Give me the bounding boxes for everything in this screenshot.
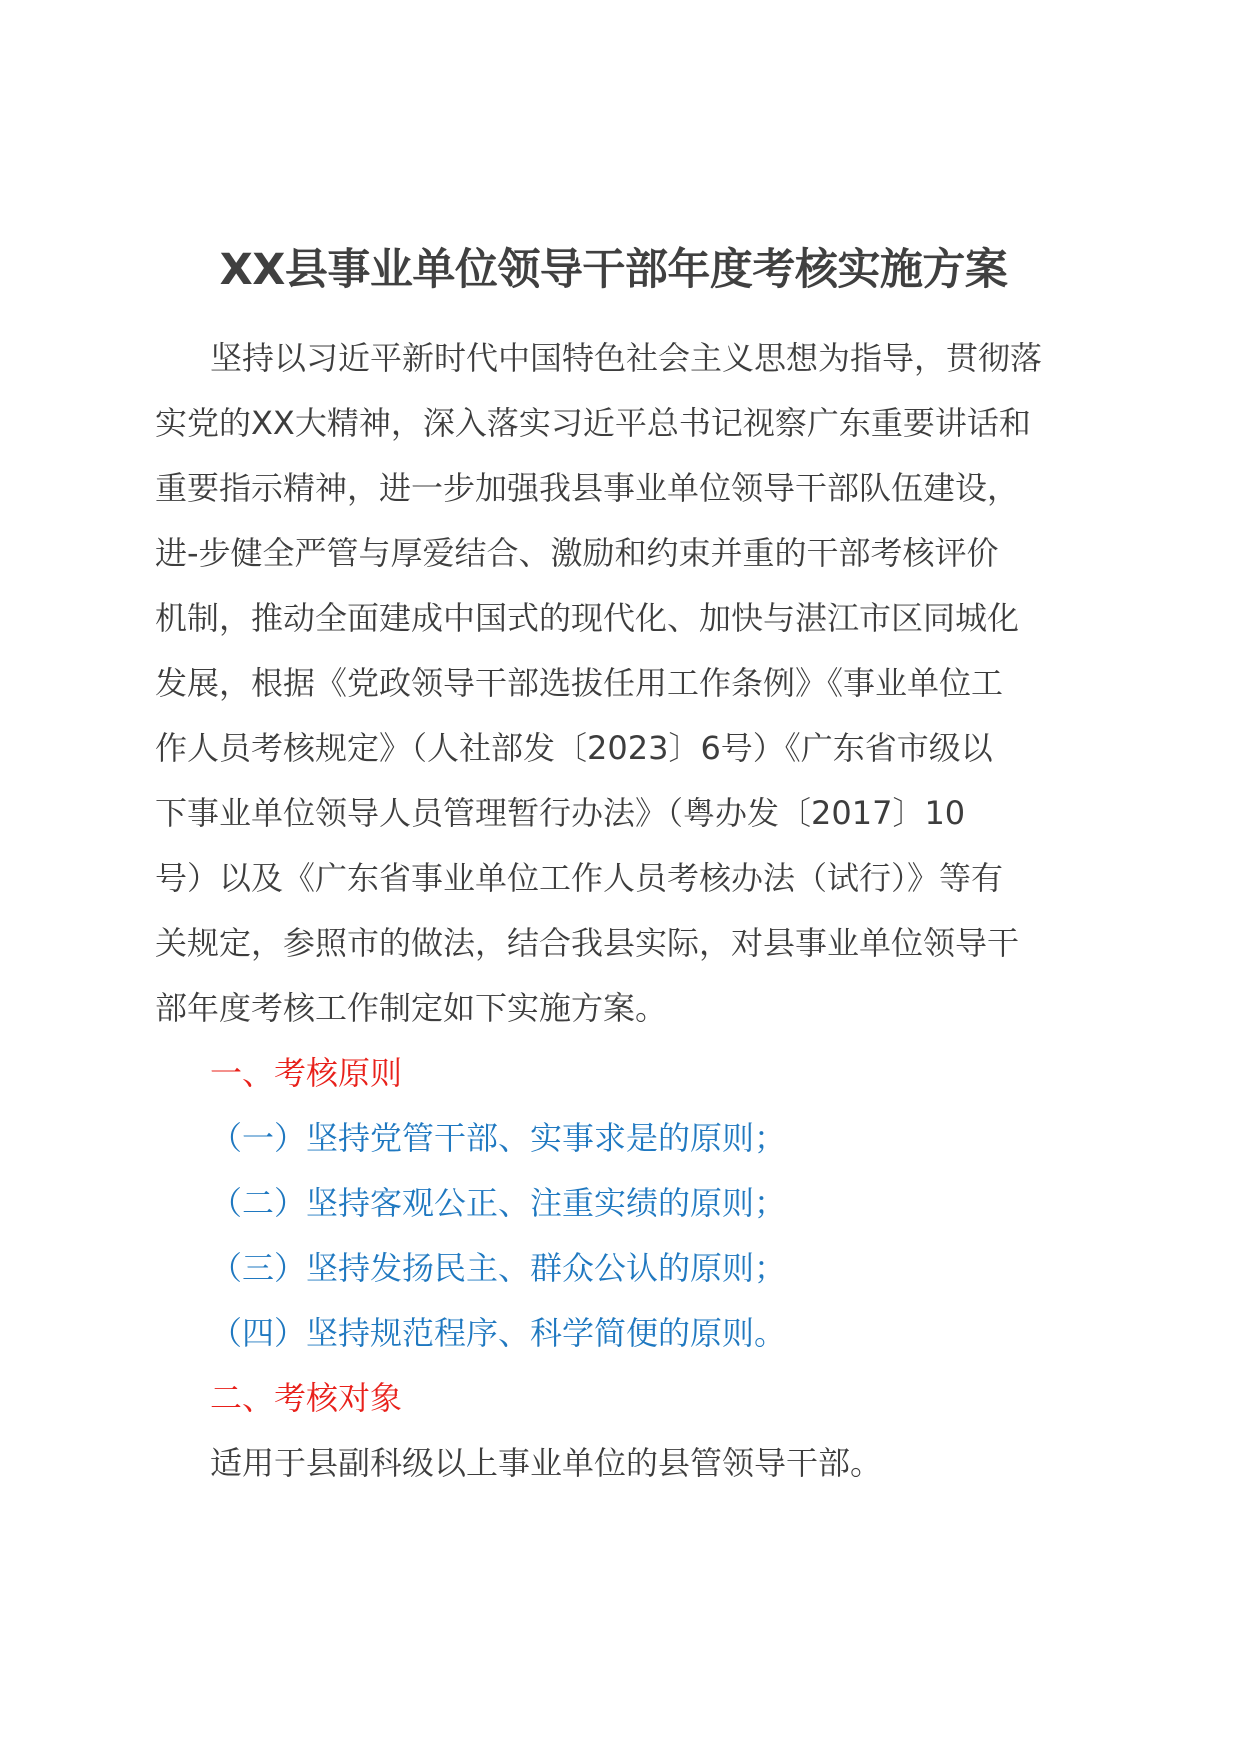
intro-line: 下事业单位领导人员管理暂行办法》（粤办发〔2017〕10: [155, 794, 966, 832]
intro-line: 实党的XX大精神，深入落实习近平总书记视察广东重要讲话和: [155, 404, 1031, 442]
intro-line: 坚持以习近平新时代中国特色社会主义思想为指导，贯彻落: [210, 339, 1043, 377]
intro-line: 号）以及《广东省事业单位工作人员考核办法（试行）》等有: [155, 859, 1004, 897]
principle-item: （四）坚持规范程序、科学简便的原则。: [210, 1314, 787, 1352]
principle-item: （二）坚持客观公正、注重实绩的原则；: [210, 1184, 787, 1222]
intro-line: 重要指示精神，进一步加强我县事业单位领导干部队伍建设，: [155, 469, 1020, 507]
principle-item: （三）坚持发扬民主、群众公认的原则；: [210, 1249, 787, 1287]
intro-paragraph: [155, 326, 1090, 1041]
section-heading-targets: 二、考核对象: [210, 1379, 403, 1417]
section-targets-text: 适用于县副科级以上事业单位的县管领导干部。: [210, 1444, 883, 1482]
document-page: [155, 240, 1090, 1496]
intro-line: 进-步健全严管与厚爱结合、激励和约束并重的干部考核评价: [155, 534, 999, 572]
intro-line: 机制，推动全面建成中国式的现代化、加快与湛江市区同城化: [155, 599, 1020, 637]
intro-line: 作人员考核规定》（人社部发〔2023〕6号）《广东省市级以: [155, 729, 993, 767]
document-title: XX县事业单位领导干部年度考核实施方案: [219, 245, 1008, 295]
intro-line: 关规定，参照市的做法，结合我县实际，对县事业单位领导干: [155, 924, 1020, 962]
principle-item: （一）坚持党管干部、实事求是的原则；: [210, 1119, 787, 1157]
section-heading-principles: 一、考核原则: [210, 1054, 403, 1092]
intro-line: 部年度考核工作制定如下实施方案。: [155, 989, 668, 1027]
intro-line: 发展，根据《党政领导干部选拔任用工作条例》《事业单位工: [155, 664, 1004, 702]
